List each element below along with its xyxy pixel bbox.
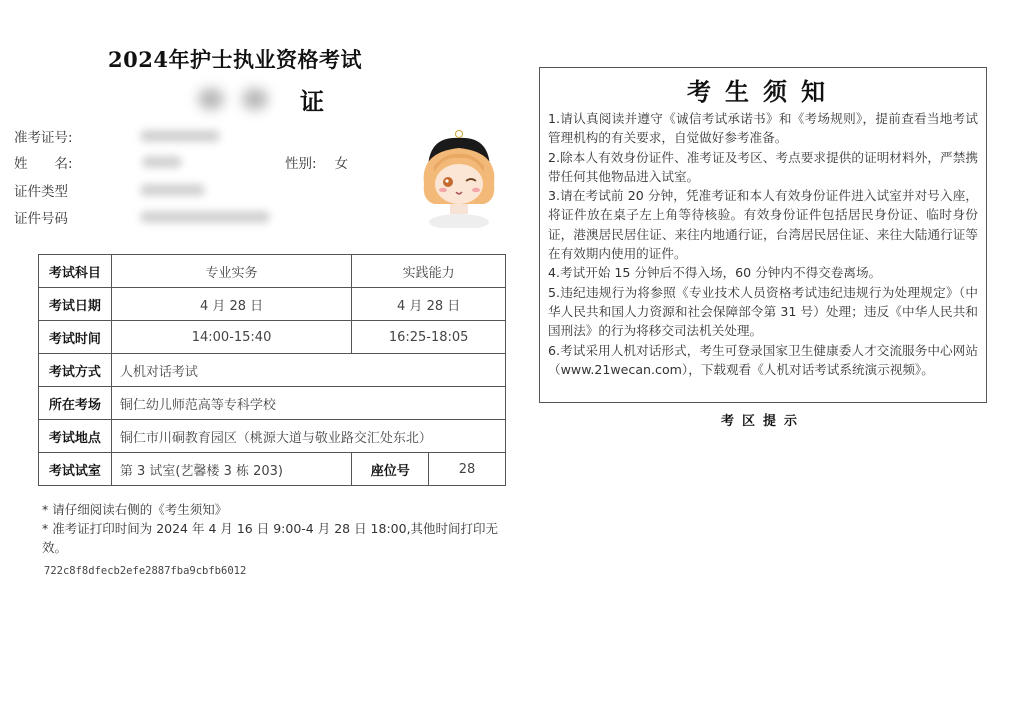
row-label: 考试时间 xyxy=(39,321,112,354)
row-label: 考试试室 xyxy=(39,453,112,486)
redacted-id-number xyxy=(140,211,270,223)
row-label: 考试方式 xyxy=(39,354,112,387)
notice-item-6: 6.考试采用人机对话形式，考生可登录国家卫生健康委人才交流服务中心网站（www.21wecan.com），下载观看《人机对话考试系统演示视频》。 xyxy=(548,342,978,377)
table-row-venue xyxy=(39,387,506,420)
note-print-time: * 准考证打印时间为 2024 年 4 月 16 日 9:00-4 月 28 日 18:00,其他时间打印无效。 xyxy=(42,521,499,555)
date-2: 4 月 28 日 xyxy=(352,288,506,321)
area-tip-heading: 考区提示 xyxy=(720,414,805,429)
notice-item-3: 3.请在考试前 20 分钟，凭准考证和本人有效身份证件进入试室并对号入座，将证件放在桌子左上角等待核验。有效身份证件包括居民身份证、临时身份证，港澳居民居住证、来往内地通行证，台湾居民居住证、来往大陆通行证等在有效期内使用的证件。 xyxy=(548,188,978,262)
redacted-id-type xyxy=(140,184,205,196)
name-label: 姓 名: xyxy=(14,156,73,172)
candidate-notice-box xyxy=(539,67,987,403)
table-row-subject xyxy=(39,255,506,288)
table-row-method xyxy=(39,354,506,387)
redacted-subtitle-blur xyxy=(242,88,268,110)
table-row-location xyxy=(39,420,506,453)
redacted-admission-no xyxy=(140,130,220,142)
table-row-room xyxy=(39,453,506,486)
date-1: 4 月 28 日 xyxy=(111,288,351,321)
exam-venue: 铜仁幼儿师范高等专科学校 xyxy=(111,387,505,420)
notice-title: 考生须知 xyxy=(687,77,839,106)
exam-details-table xyxy=(38,254,506,486)
id-type-label: 证件类型 xyxy=(14,184,68,200)
seat-label: 座位号 xyxy=(352,453,429,486)
table-row-time xyxy=(39,321,506,354)
notice-item-4: 4.考试开始 15 分钟后不得入场，60 分钟内不得交卷离场。 xyxy=(548,265,882,281)
subject-2: 实践能力 xyxy=(352,255,506,288)
seat-number: 28 xyxy=(429,453,506,486)
table-row-date xyxy=(39,288,506,321)
row-label: 考试科目 xyxy=(39,255,112,288)
row-label: 考试地点 xyxy=(39,420,112,453)
verification-hash: 722c8f8dfecb2efe2887fba9cbfb6012 xyxy=(44,565,247,577)
time-1: 14:00-15:40 xyxy=(111,321,351,354)
candidate-photo-icon xyxy=(414,126,504,228)
id-number-label: 证件号码 xyxy=(14,211,68,227)
exam-location: 铜仁市川硐教育园区（桃源大道与敬业路交汇处东北） xyxy=(111,420,505,453)
admission-no-label: 准考证号: xyxy=(14,130,73,146)
ticket-subtitle xyxy=(178,82,338,116)
gender-value: 女 xyxy=(334,156,349,172)
time-2: 16:25-18:05 xyxy=(352,321,506,354)
exam-method: 人机对话考试 xyxy=(111,354,505,387)
note-read-notice: * 请仔细阅读右侧的《考生须知》 xyxy=(42,502,228,517)
notice-item-2: 2.除本人有效身份证件、准考证及考区、考点要求提供的证明材料外，严禁携带任何其他物品进入试室。 xyxy=(548,149,978,184)
gender-label: 性别: xyxy=(285,156,317,172)
gender-field xyxy=(285,152,348,172)
exam-room: 第 3 试室(艺馨楼 3 栋 203) xyxy=(111,453,351,486)
redacted-name xyxy=(142,156,182,168)
notice-item-1: 1.请认真阅读并遵守《诚信考试承诺书》和《考场规则》，提前查看当地考试管理机构的有关要求，自觉做好参考准备。 xyxy=(548,111,978,146)
row-label: 所在考场 xyxy=(39,387,112,420)
ticket-notes xyxy=(42,500,502,557)
subject-1: 专业实务 xyxy=(111,255,351,288)
subtitle-char: 证 xyxy=(300,87,324,116)
row-label: 考试日期 xyxy=(39,288,112,321)
redacted-subtitle-blur xyxy=(198,88,224,110)
ticket-title: 2024年护士执业资格考试 xyxy=(108,47,362,72)
notice-item-5: 5.违纪违规行为将参照《专业技术人员资格考试违纪违规行为处理规定》（中华人民共和国人力资源和社会保障部令第 31 号）处理；违反《中华人民共和国刑法》的行为将移交司法机关处理。 xyxy=(548,284,978,339)
